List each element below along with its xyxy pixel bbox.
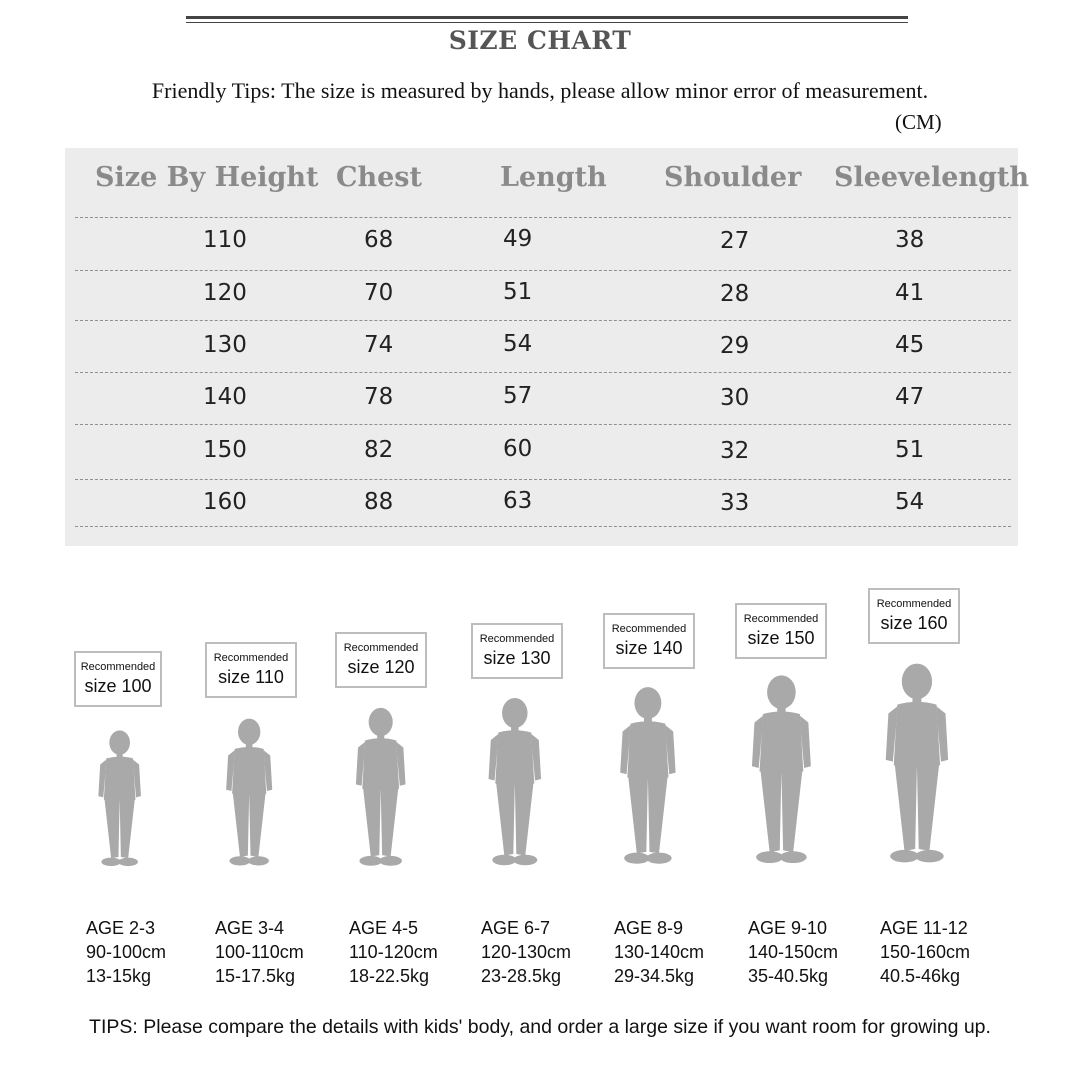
child-silhouette bbox=[345, 705, 416, 875]
row-divider bbox=[75, 270, 1011, 271]
child-silhouette bbox=[739, 672, 824, 874]
table-cell: 33 bbox=[720, 490, 750, 516]
recommended-size: size 100 bbox=[84, 676, 152, 696]
height-range: 130-140cm bbox=[614, 942, 705, 962]
table-cell: 45 bbox=[895, 332, 925, 358]
table-cell: 54 bbox=[503, 331, 533, 357]
row-divider bbox=[75, 424, 1011, 425]
table-cell: 47 bbox=[895, 384, 925, 410]
weight-range: 18-22.5kg bbox=[349, 966, 430, 986]
kid-info bbox=[748, 916, 838, 988]
table-cell: 74 bbox=[364, 332, 394, 358]
table-cell: 27 bbox=[720, 228, 750, 254]
recommended-box bbox=[735, 603, 827, 659]
recommended-box bbox=[603, 613, 695, 669]
header-size-by-height: Size By Height bbox=[95, 162, 319, 193]
child-silhouette bbox=[608, 684, 688, 874]
table-cell: 49 bbox=[503, 226, 533, 252]
weight-range: 29-34.5kg bbox=[614, 966, 695, 986]
table-cell: 88 bbox=[364, 489, 394, 515]
height-range: 110-120cm bbox=[349, 942, 438, 962]
top-rule-thin bbox=[186, 22, 908, 23]
age-label: AGE 3-4 bbox=[215, 918, 285, 938]
unit-label: (CM) bbox=[895, 110, 942, 134]
kid-info bbox=[86, 916, 166, 988]
weight-range: 40.5-46kg bbox=[880, 966, 961, 986]
age-label: AGE 4-5 bbox=[349, 918, 419, 938]
row-divider bbox=[75, 320, 1011, 321]
recommended-label: Recommended bbox=[611, 623, 687, 635]
recommended-label: Recommended bbox=[213, 652, 289, 664]
top-rule bbox=[186, 16, 908, 19]
height-range: 150-160cm bbox=[880, 942, 971, 962]
height-range: 140-150cm bbox=[748, 942, 839, 962]
page-title: SIZE CHART bbox=[448, 26, 632, 55]
weight-range: 15-17.5kg bbox=[215, 966, 296, 986]
recommended-box bbox=[74, 651, 162, 707]
child-silhouette bbox=[89, 728, 150, 874]
table-cell: 70 bbox=[364, 280, 394, 306]
table-cell: 60 bbox=[503, 436, 533, 462]
kid-info bbox=[614, 916, 704, 988]
child-silhouette bbox=[216, 716, 282, 874]
table-cell: 82 bbox=[364, 437, 394, 463]
recommended-box bbox=[335, 632, 427, 688]
height-range: 100-110cm bbox=[215, 942, 304, 962]
recommended-label: Recommended bbox=[876, 598, 952, 610]
recommended-size: size 130 bbox=[483, 648, 551, 668]
row-divider bbox=[75, 372, 1011, 373]
row-divider bbox=[75, 526, 1011, 527]
table-cell: 130 bbox=[203, 332, 247, 358]
table-cell: 51 bbox=[895, 437, 925, 463]
kid-info bbox=[880, 916, 970, 988]
height-range: 120-130cm bbox=[481, 942, 572, 962]
recommended-label: Recommended bbox=[343, 642, 419, 654]
table-cell: 120 bbox=[203, 280, 247, 306]
recommended-size: size 160 bbox=[880, 613, 948, 633]
table-cell: 57 bbox=[503, 383, 533, 409]
recommended-label: Recommended bbox=[479, 633, 555, 645]
child-silhouette bbox=[477, 695, 553, 875]
header-sleevelength: Sleevelength bbox=[834, 162, 1030, 193]
table-cell: 28 bbox=[720, 281, 750, 307]
table-cell: 29 bbox=[720, 333, 750, 359]
table-cell: 32 bbox=[720, 438, 750, 464]
recommended-box bbox=[868, 588, 960, 644]
footer-tips: TIPS: Please compare the details with kids' body, and order a large size if you want room for growing up. bbox=[89, 1016, 991, 1038]
child-silhouette bbox=[872, 660, 962, 874]
age-label: AGE 8-9 bbox=[614, 918, 684, 938]
age-label: AGE 6-7 bbox=[481, 918, 551, 938]
table-cell: 51 bbox=[503, 279, 533, 305]
kid-info bbox=[349, 916, 438, 988]
recommended-size: size 140 bbox=[615, 638, 683, 658]
weight-range: 35-40.5kg bbox=[748, 966, 829, 986]
row-divider bbox=[75, 217, 1011, 218]
table-cell: 150 bbox=[203, 437, 247, 463]
age-label: AGE 2-3 bbox=[86, 918, 156, 938]
table-cell: 110 bbox=[203, 227, 247, 253]
recommended-box bbox=[205, 642, 297, 698]
kid-info bbox=[481, 916, 571, 988]
table-cell: 54 bbox=[895, 489, 925, 515]
table-cell: 63 bbox=[503, 488, 533, 514]
table-cell: 41 bbox=[895, 280, 925, 306]
friendly-tips: Friendly Tips: The size is measured by hands, please allow minor error of measurement. bbox=[151, 78, 929, 103]
recommended-label: Recommended bbox=[743, 613, 819, 625]
header-chest: Chest bbox=[336, 162, 422, 193]
age-label: AGE 11-12 bbox=[880, 918, 968, 938]
table-cell: 160 bbox=[203, 489, 247, 515]
recommended-label: Recommended bbox=[80, 661, 156, 673]
height-range: 90-100cm bbox=[86, 942, 167, 962]
table-cell: 140 bbox=[203, 384, 247, 410]
recommended-size: size 110 bbox=[218, 667, 284, 687]
row-divider bbox=[75, 479, 1011, 480]
recommended-box bbox=[471, 623, 563, 679]
weight-range: 23-28.5kg bbox=[481, 966, 562, 986]
age-label: AGE 9-10 bbox=[748, 918, 828, 938]
table-cell: 68 bbox=[364, 227, 394, 253]
recommended-size: size 150 bbox=[747, 628, 815, 648]
header-shoulder: Shoulder bbox=[664, 162, 802, 193]
table-cell: 38 bbox=[895, 227, 925, 253]
weight-range: 13-15kg bbox=[86, 966, 152, 986]
table-cell: 30 bbox=[720, 385, 750, 411]
table-cell: 78 bbox=[364, 384, 394, 410]
header-length: Length bbox=[500, 162, 607, 193]
kid-info bbox=[215, 916, 304, 988]
recommended-size: size 120 bbox=[347, 657, 415, 677]
